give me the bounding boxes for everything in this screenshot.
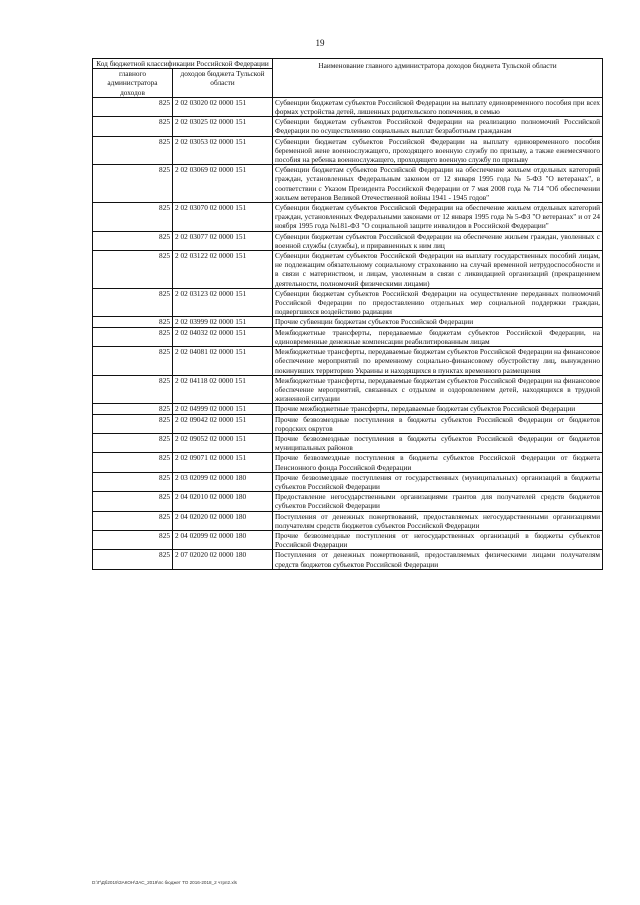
income-code-cell: 2 02 03077 02 0000 151 xyxy=(173,231,273,250)
income-name-cell: Прочие безвозмездные поступления в бюджеты субъектов Российской Федерации от бюджета Пенсионного фонда Российской Федерации xyxy=(273,453,603,472)
income-code-cell: 2 02 09042 02 0000 151 xyxy=(173,414,273,433)
income-code-cell: 2 02 03070 02 0000 151 xyxy=(173,203,273,232)
income-code-cell: 2 02 03122 02 0000 151 xyxy=(173,251,273,289)
income-code-cell: 2 02 04999 02 0000 151 xyxy=(173,404,273,414)
income-code-cell: 2 02 03069 02 0000 151 xyxy=(173,165,273,203)
income-code-cell: 2 04 02099 02 0000 180 xyxy=(173,530,273,549)
table-row xyxy=(93,251,603,289)
administrator-code-cell: 825 xyxy=(93,288,173,317)
income-name-cell: Предоставление негосударственными организациями грантов для получателей средств бюджетов субъектов Российской Федерации xyxy=(273,492,603,511)
income-code-cell: 2 02 03020 02 0000 151 xyxy=(173,97,273,116)
header-main-administrator: главного администратора доходов xyxy=(93,69,173,98)
header-budget-income: доходов бюджета Тульской области xyxy=(173,69,273,98)
income-code-cell: 2 03 02099 02 0000 180 xyxy=(173,472,273,491)
header-row-group xyxy=(93,59,603,69)
administrator-code-cell: 825 xyxy=(93,117,173,136)
income-code-cell: 2 02 03025 02 0000 151 xyxy=(173,117,273,136)
income-name-cell: Межбюджетные трансферты, передаваемые бюджетам субъектов Российской Федерации на финансовое обеспечение мероприятий по временному социально-финансовому обустройству лиц, вынужденно покинувших территорию Украины и находящихся в пунктах временного размещения xyxy=(273,347,603,376)
administrator-code-cell: 825 xyxy=(93,97,173,116)
income-name-cell: Прочие безвозмездные поступления в бюджеты субъектов Российской Федерации от бюджетов муниципальных районов xyxy=(273,433,603,452)
administrator-code-cell: 825 xyxy=(93,165,173,203)
income-code-cell: 2 02 04032 02 0000 151 xyxy=(173,327,273,346)
table-row xyxy=(93,550,603,569)
table-row xyxy=(93,288,603,317)
table-row xyxy=(93,327,603,346)
administrator-code-cell: 825 xyxy=(93,433,173,452)
income-name-cell: Субвенции бюджетам субъектов Российской Федерации на выплату единовременного пособия беременной жене военнослужащего, проходящего военную службу по призыву, а также ежемесячного пособия на ребенка военнослужащего, проходящего военную службу по призыву xyxy=(273,136,603,165)
table-row xyxy=(93,203,603,232)
income-name-cell: Субвенции бюджетам субъектов Российской Федерации на обеспечение жильем граждан, уволенных с военной службы (службы), и приравненных к ним лиц xyxy=(273,231,603,250)
page-number: 19 xyxy=(315,38,325,48)
administrator-code-cell: 825 xyxy=(93,530,173,549)
header-classification-code: Код бюджетной классификации Российской Федерации xyxy=(93,59,273,69)
income-code-cell: 2 07 02020 02 0000 180 xyxy=(173,550,273,569)
income-name-cell: Прочие безвозмездные поступления от негосударственных организаций в бюджеты субъектов Российской Федерации xyxy=(273,530,603,549)
table-row xyxy=(93,317,603,327)
income-name-cell: Поступления от денежных пожертвований, предоставляемых негосударственными организациями получателям средств бюджетов субъектов Российской Федерации xyxy=(273,511,603,530)
table-row xyxy=(93,472,603,491)
income-code-cell: 2 02 03999 02 0000 151 xyxy=(173,317,273,327)
income-name-cell: Субвенции бюджетам субъектов Российской Федерации на реализацию полномочий Российской Федерации по осуществлению социальных выплат безработным гражданам xyxy=(273,117,603,136)
budget-classification-table xyxy=(92,58,603,570)
income-name-cell: Субвенции бюджетам субъектов Российской Федерации на обеспечение жильем отдельных категорий граждан, установленных Федеральным законом от 12 января 1995 года № 5-ФЗ "О ветеранах", в соответствии с Указом Президента Российской Федерации от 7 мая 2008 года № 714 "Об обеспечении жильем ветеранов Великой Отечественной войны 1941 - 1945 годов" xyxy=(273,165,603,203)
income-name-cell: Прочие безвозмездные поступления в бюджеты субъектов Российской Федерации от бюджетов городских округов xyxy=(273,414,603,433)
income-code-cell: 2 02 09071 02 0000 151 xyxy=(173,453,273,472)
income-name-cell: Субвенции бюджетам субъектов Российской Федерации на осуществление переданных полномочий Российской Федерации по предоставлению отдельных мер социальной поддержки граждан, подвергшихся воздействию радиации xyxy=(273,288,603,317)
administrator-code-cell: 825 xyxy=(93,231,173,250)
administrator-code-cell: 825 xyxy=(93,511,173,530)
income-name-cell: Субвенции бюджетам субъектов Российской Федерации на обеспечение жильем отдельных категорий граждан, установленных Федеральными законами от 12 января 1995 года № 5-ФЗ "О ветеранах" и от 24 ноября 1995 года №181-ФЗ "О социальной защите инвалидов в Российской Федерации" xyxy=(273,203,603,232)
administrator-code-cell: 825 xyxy=(93,347,173,376)
income-name-cell: Прочие межбюджетные трансферты, передаваемые бюджетам субъектов Российской Федерации xyxy=(273,404,603,414)
administrator-code-cell: 825 xyxy=(93,251,173,289)
administrator-code-cell: 825 xyxy=(93,136,173,165)
table-row xyxy=(93,433,603,452)
income-name-cell: Прочие субвенции бюджетам субъектов Российской Федерации xyxy=(273,317,603,327)
table-row xyxy=(93,231,603,250)
administrator-code-cell: 825 xyxy=(93,203,173,232)
administrator-code-cell: 825 xyxy=(93,550,173,569)
income-name-cell: Межбюджетные трансферты, передаваемые бюджетам субъектов Российской Федерации на финансовое обеспечение мероприятий, связанных с отдыхом и оздоровлением детей, находящихся в трудной жизненной ситуации xyxy=(273,375,603,404)
income-code-cell: 2 04 02020 02 0000 180 xyxy=(173,511,273,530)
table-row xyxy=(93,414,603,433)
table-row xyxy=(93,492,603,511)
administrator-code-cell: 825 xyxy=(93,414,173,433)
administrator-code-cell: 825 xyxy=(93,327,173,346)
income-code-cell: 2 04 02010 02 0000 180 xyxy=(173,492,273,511)
administrator-code-cell: 825 xyxy=(93,453,173,472)
income-name-cell: Поступления от денежных пожертвований, предоставляемых физическими лицами получателям средств бюджетов субъектов Российской Федерации xyxy=(273,550,603,569)
table-row xyxy=(93,117,603,136)
table-row xyxy=(93,511,603,530)
income-code-cell: 2 02 04118 02 0000 151 xyxy=(173,375,273,404)
income-name-cell: Прочие безвозмездные поступления от государственных (муниципальных) организаций в бюджеты субъектов Российской Федерации xyxy=(273,472,603,491)
administrator-code-cell: 825 xyxy=(93,492,173,511)
table-row xyxy=(93,136,603,165)
administrator-code-cell: 825 xyxy=(93,317,173,327)
table-row xyxy=(93,375,603,404)
income-code-cell: 2 02 04081 02 0000 151 xyxy=(173,347,273,376)
income-name-cell: Субвенции бюджетам субъектов Российской Федерации на выплату государственных пособий лицам, не подлежащим обязательному социальному страхованию на случай временной нетрудоспособности и в связи с материнством, и лицам, уволенным в связи с ликвидацией организаций (прекращением деятельности, полномочий физическими лицами) xyxy=(273,251,603,289)
table-row xyxy=(93,530,603,549)
income-code-cell: 2 02 09052 02 0000 151 xyxy=(173,433,273,452)
income-name-cell: Субвенции бюджетам субъектов Российской Федерации на выплату единовременного пособия при всех формах устройства детей, лишенных родительского попечения, в семью xyxy=(273,97,603,116)
table-row xyxy=(93,97,603,116)
table-row xyxy=(93,165,603,203)
file-path-footer: D:\Г\Дб2019\ЗАКОН\ЗАС_2019\пс бюджет ТО 2016-2018_2 чтрп2.xls xyxy=(92,880,237,885)
income-code-cell: 2 02 03053 02 0000 151 xyxy=(173,136,273,165)
table-row xyxy=(93,404,603,414)
administrator-code-cell: 825 xyxy=(93,375,173,404)
income-code-cell: 2 02 03123 02 0000 151 xyxy=(173,288,273,317)
income-name-cell: Межбюджетные трансферты, передаваемые бюджетам субъектов Российской Федерации, на единовременные денежные компенсации реабилитированным лицам xyxy=(273,327,603,346)
administrator-code-cell: 825 xyxy=(93,404,173,414)
table-row xyxy=(93,453,603,472)
header-administrator-name: Наименование главного администратора доходов бюджета Тульской области xyxy=(273,59,603,98)
table-row xyxy=(93,347,603,376)
administrator-code-cell: 825 xyxy=(93,472,173,491)
